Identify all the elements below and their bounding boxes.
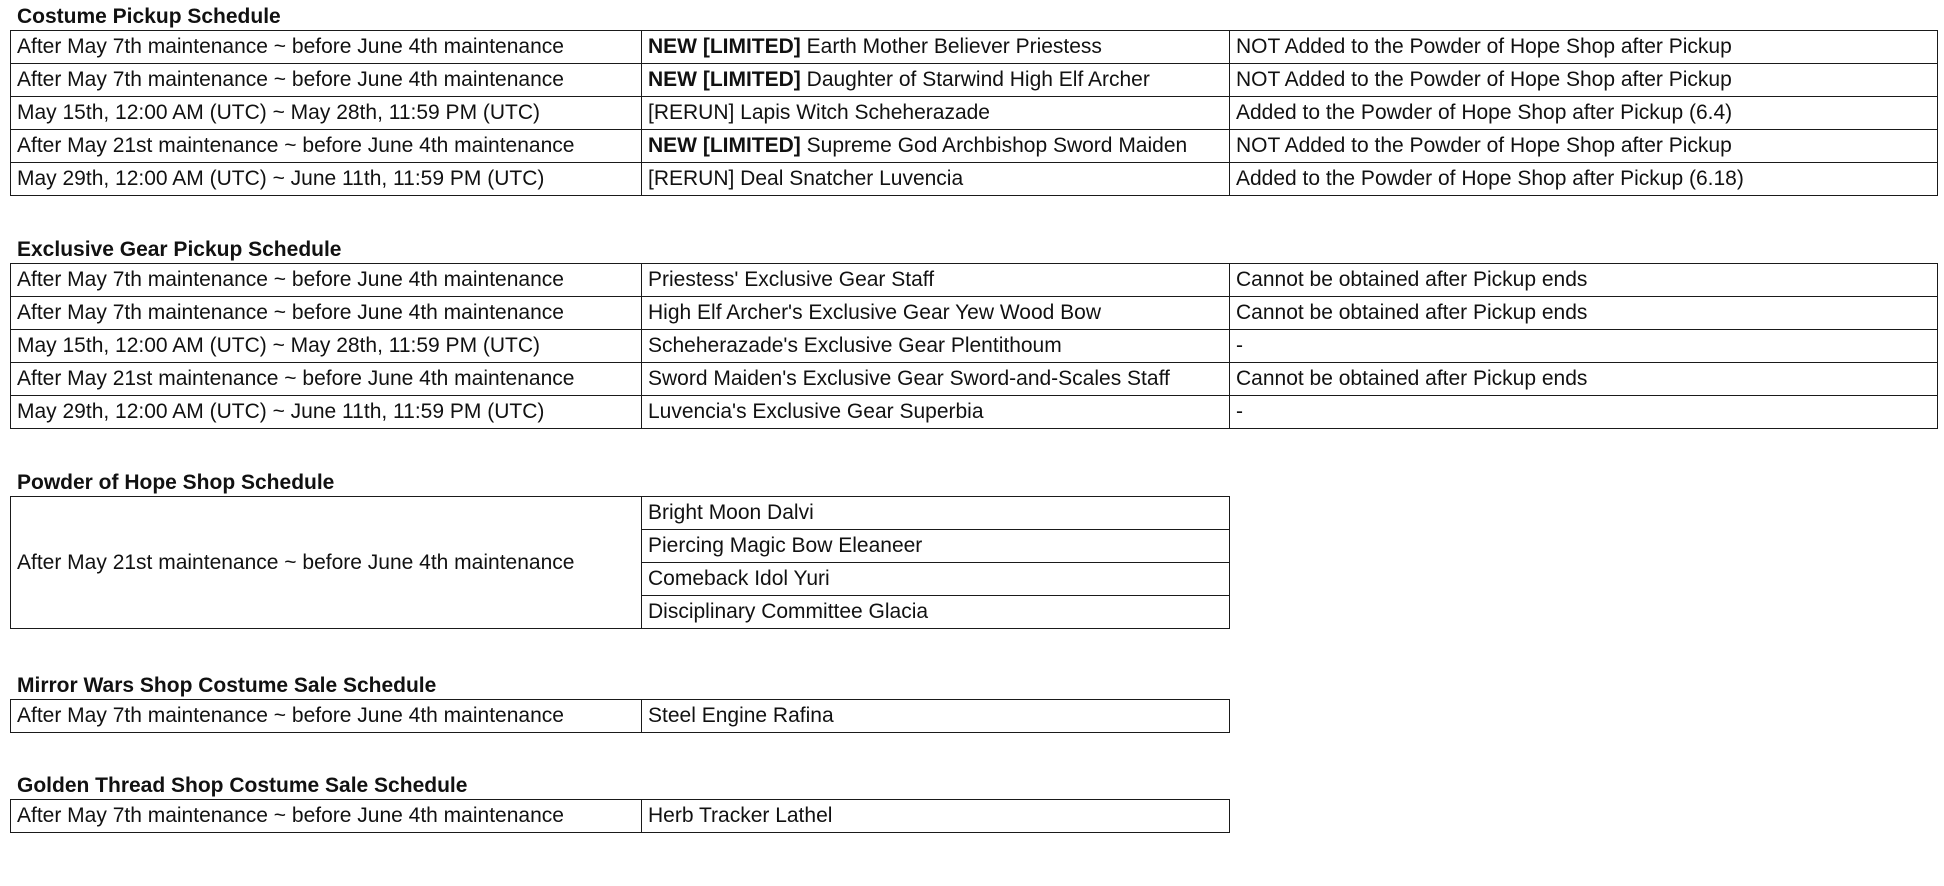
gear-pickup-title: Exclusive Gear Pickup Schedule — [17, 238, 342, 261]
costume-cell — [642, 97, 1230, 130]
mirror-wars-title: Mirror Wars Shop Costume Sale Schedule — [17, 674, 437, 697]
costume-cell — [642, 130, 1230, 163]
table-row — [11, 64, 1938, 97]
period-cell: After May 7th maintenance ~ before June 4th maintenance — [11, 264, 642, 297]
period-cell: After May 7th maintenance ~ before June 4th maintenance — [11, 64, 642, 97]
note-cell: Cannot be obtained after Pickup ends — [1230, 363, 1938, 396]
period-cell: After May 21st maintenance ~ before June 4th maintenance — [11, 497, 642, 629]
hope-shop-title: Powder of Hope Shop Schedule — [17, 471, 335, 494]
mirror-wars-table — [10, 699, 1230, 733]
shop-item-cell: Steel Engine Rafina — [642, 700, 1230, 733]
limited-tag: NEW [LIMITED] — [648, 134, 801, 157]
table-row — [11, 700, 1230, 733]
period-cell: After May 21st maintenance ~ before June 4th maintenance — [11, 130, 642, 163]
table-row — [11, 297, 1938, 330]
table-row — [11, 31, 1938, 64]
table-row — [11, 363, 1938, 396]
table-row — [11, 163, 1938, 196]
table-row — [11, 97, 1938, 130]
table-row — [11, 130, 1938, 163]
costume-pickup-title: Costume Pickup Schedule — [17, 5, 281, 28]
period-cell: May 15th, 12:00 AM (UTC) ~ May 28th, 11:59 PM (UTC) — [11, 97, 642, 130]
period-cell: After May 21st maintenance ~ before June 4th maintenance — [11, 363, 642, 396]
spacer — [10, 733, 1944, 769]
limited-tag: NEW [LIMITED] — [648, 68, 801, 91]
costume-name: Earth Mother Believer Priestess — [800, 35, 1102, 58]
golden-thread-title: Golden Thread Shop Costume Sale Schedule — [17, 774, 468, 797]
gear-cell: Luvencia's Exclusive Gear Superbia — [642, 396, 1230, 429]
period-cell: May 15th, 12:00 AM (UTC) ~ May 28th, 11:59 PM (UTC) — [11, 330, 642, 363]
spacer — [10, 429, 1944, 466]
gear-cell: Priestess' Exclusive Gear Staff — [642, 264, 1230, 297]
costume-cell — [642, 31, 1230, 64]
costume-name: Supreme God Archbishop Sword Maiden — [800, 134, 1188, 157]
table-row — [11, 264, 1938, 297]
note-cell: Added to the Powder of Hope Shop after Pickup (6.18) — [1230, 163, 1938, 196]
limited-tag: NEW [LIMITED] — [648, 35, 801, 58]
period-cell: May 29th, 12:00 AM (UTC) ~ June 11th, 11:59 PM (UTC) — [11, 163, 642, 196]
period-cell: After May 7th maintenance ~ before June 4th maintenance — [11, 800, 642, 833]
spacer — [10, 629, 1944, 669]
table-row — [11, 396, 1938, 429]
table-row — [11, 800, 1230, 833]
period-cell: After May 7th maintenance ~ before June 4th maintenance — [11, 297, 642, 330]
table-row — [11, 330, 1938, 363]
note-cell: Cannot be obtained after Pickup ends — [1230, 264, 1938, 297]
costume-cell — [642, 163, 1230, 196]
shop-item-cell: Comeback Idol Yuri — [642, 563, 1230, 596]
table-row — [11, 497, 1230, 530]
period-cell: After May 7th maintenance ~ before June 4th maintenance — [11, 31, 642, 64]
gear-cell: High Elf Archer's Exclusive Gear Yew Wood Bow — [642, 297, 1230, 330]
note-cell: NOT Added to the Powder of Hope Shop after Pickup — [1230, 64, 1938, 97]
note-cell: - — [1230, 330, 1938, 363]
hope-shop-table — [10, 496, 1230, 629]
costume-name: [RERUN] Deal Snatcher Luvencia — [648, 167, 964, 190]
costume-name: [RERUN] Lapis Witch Scheherazade — [648, 101, 990, 124]
costume-cell — [642, 64, 1230, 97]
shop-item-cell: Bright Moon Dalvi — [642, 497, 1230, 530]
gear-pickup-table — [10, 263, 1938, 429]
period-cell: May 29th, 12:00 AM (UTC) ~ June 11th, 11:59 PM (UTC) — [11, 396, 642, 429]
gear-cell: Scheherazade's Exclusive Gear Plentithoum — [642, 330, 1230, 363]
golden-thread-table — [10, 799, 1230, 833]
note-cell: NOT Added to the Powder of Hope Shop after Pickup — [1230, 31, 1938, 64]
gear-cell: Sword Maiden's Exclusive Gear Sword-and-Scales Staff — [642, 363, 1230, 396]
note-cell: - — [1230, 396, 1938, 429]
note-cell: Added to the Powder of Hope Shop after Pickup (6.4) — [1230, 97, 1938, 130]
spacer — [10, 196, 1944, 233]
period-cell: After May 7th maintenance ~ before June 4th maintenance — [11, 700, 642, 733]
shop-item-cell: Piercing Magic Bow Eleaneer — [642, 530, 1230, 563]
note-cell: NOT Added to the Powder of Hope Shop after Pickup — [1230, 130, 1938, 163]
note-cell: Cannot be obtained after Pickup ends — [1230, 297, 1938, 330]
shop-item-cell: Disciplinary Committee Glacia — [642, 596, 1230, 629]
costume-name: Daughter of Starwind High Elf Archer — [800, 68, 1150, 91]
costume-pickup-table — [10, 30, 1938, 196]
shop-item-cell: Herb Tracker Lathel — [642, 800, 1230, 833]
